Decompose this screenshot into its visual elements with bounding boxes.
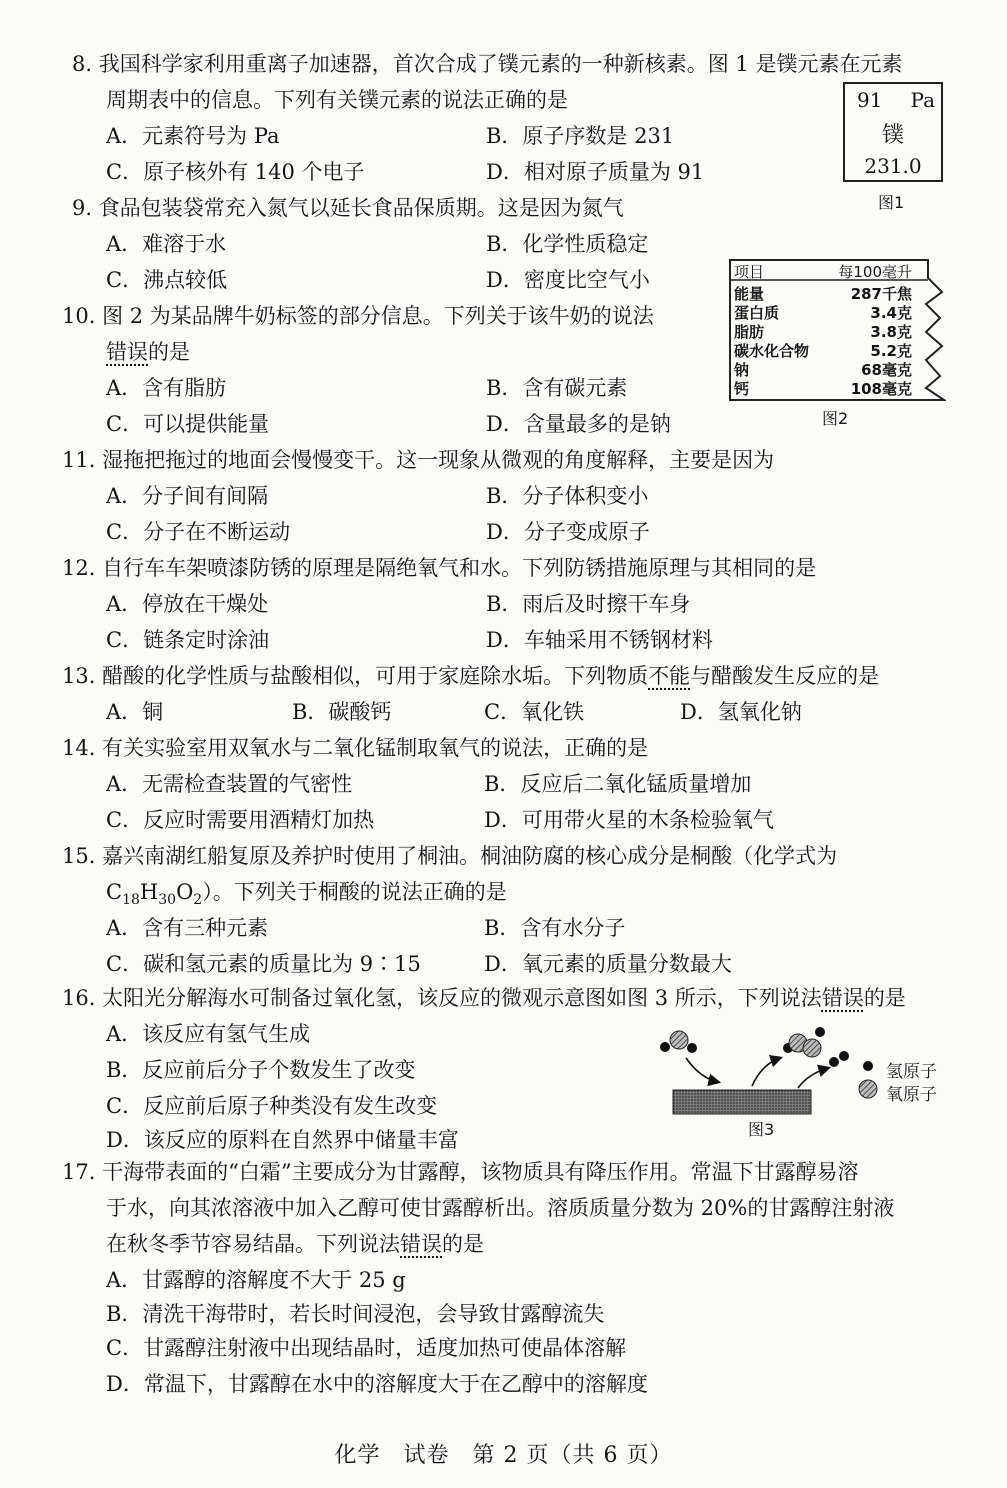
question-16-stem bbox=[62, 982, 906, 1012]
option-16c: C．反应前后原子种类没有发生改变 bbox=[106, 1094, 438, 1118]
label-row-value: 68毫克 bbox=[861, 361, 912, 379]
label-row-value: 3.4克 bbox=[870, 304, 912, 322]
option-13a: A．铜 bbox=[106, 700, 164, 724]
question-8-stem-line2: 周期表中的信息。下列有关镤元素的说法正确的是 bbox=[106, 88, 568, 112]
option-10d: D．含量最多的是钠 bbox=[486, 412, 671, 436]
option-15c: C．碳和氢元素的质量比为 9∶15 bbox=[106, 952, 421, 976]
legend-oxygen: 氧原子 bbox=[886, 1085, 937, 1105]
option-10b: B．含有碳元素 bbox=[486, 376, 628, 400]
question-number: 11. bbox=[62, 448, 96, 472]
emphasis-text: 错误 bbox=[821, 986, 864, 1010]
option-17a: A．甘露醇的溶解度不大于 25 g bbox=[106, 1268, 406, 1292]
option-16a: A．该反应有氢气生成 bbox=[106, 1022, 311, 1046]
question-14-stem bbox=[62, 732, 648, 762]
option-9b: B．化学性质稳定 bbox=[486, 232, 649, 256]
label-row-value: 5.2克 bbox=[870, 342, 912, 360]
option-12b: B．雨后及时擦干车身 bbox=[486, 592, 691, 616]
question-17-stem-line3 bbox=[106, 1228, 484, 1258]
option-8c: C．原子核外有 140 个电子 bbox=[106, 160, 365, 184]
label-row bbox=[734, 340, 920, 361]
question-13-stem bbox=[62, 660, 879, 690]
label-row-name: 蛋白质 bbox=[734, 304, 780, 322]
question-text: 的是 bbox=[148, 340, 190, 364]
question-number: 17. bbox=[62, 1160, 96, 1184]
label-header-unit: 每100毫升 bbox=[838, 263, 912, 281]
question-text: 自行车车架喷漆防锈的原理是隔绝氧气和水。下列防锈措施原理与其相同的是 bbox=[102, 556, 817, 580]
question-text: 图 2 为某品牌牛奶标签的部分信息。下列关于该牛奶的说法 bbox=[102, 304, 654, 328]
option-16b: B．反应前后分子个数发生了改变 bbox=[106, 1058, 416, 1082]
question-10-stem-line2 bbox=[106, 336, 190, 366]
hydrogen-atom-legend-icon bbox=[863, 1061, 873, 1071]
question-text: 醋酸的化学性质与盐酸相似，可用于家庭除水垢。下列物质 bbox=[102, 664, 649, 688]
question-text: 我国科学家利用重离子加速器，首次合成了镤元素的一种新核素。图 1 是镤元素在元素 bbox=[98, 52, 903, 76]
label-row-name: 碳水化合物 bbox=[734, 342, 810, 360]
label-row bbox=[734, 359, 920, 380]
question-number: 15. bbox=[62, 844, 96, 868]
question-text: 干海带表面的“白霜”主要成分为甘露醇，该物质具有降压作用。常温下甘露醇易溶 bbox=[102, 1160, 859, 1184]
option-9c: C．沸点较低 bbox=[106, 268, 228, 292]
option-11d: D．分子变成原子 bbox=[486, 520, 650, 544]
hydrogen-molecule bbox=[829, 1051, 849, 1067]
question-text: 在秋冬季节容易结晶。下列说法 bbox=[106, 1232, 400, 1256]
label-row bbox=[734, 302, 920, 323]
option-10c: C．可以提供能量 bbox=[106, 412, 270, 436]
label-row bbox=[734, 321, 920, 342]
figure-3-caption: 图3 bbox=[748, 1120, 775, 1139]
formula-element: O bbox=[176, 880, 194, 904]
atomic-number: 91 bbox=[857, 88, 883, 112]
question-text: ）。下列关于桐酸的说法正确的是 bbox=[202, 880, 507, 904]
option-13b: B．碳酸钙 bbox=[292, 700, 392, 724]
question-15-stem-line2 bbox=[106, 876, 507, 908]
water-molecule bbox=[660, 1031, 697, 1053]
emphasis-text: 错误 bbox=[400, 1232, 442, 1256]
label-row bbox=[734, 283, 920, 304]
option-10a: A．含有脂肪 bbox=[106, 376, 227, 400]
formula-subscript: 18 bbox=[122, 892, 140, 909]
option-15d: D．氧元素的质量分数最大 bbox=[484, 952, 732, 976]
question-12-stem bbox=[62, 552, 816, 582]
reaction-arrow bbox=[686, 1058, 718, 1082]
label-row bbox=[734, 378, 920, 399]
catalyst-surface bbox=[673, 1090, 811, 1114]
legend-hydrogen: 氢原子 bbox=[886, 1062, 937, 1082]
question-text: 嘉兴南湖红船复原及养护时使用了桐油。桐油防腐的核心成分是桐酸（化学式为 bbox=[102, 844, 838, 868]
question-number: 9. bbox=[72, 196, 93, 220]
formula-subscript: 30 bbox=[158, 892, 177, 909]
option-17b: B．清洗干海带时，若长时间浸泡，会导致甘露醇流失 bbox=[106, 1302, 605, 1326]
reaction-arrow bbox=[798, 1068, 828, 1088]
question-number: 12. bbox=[62, 556, 96, 580]
question-number: 10. bbox=[62, 304, 96, 328]
label-row-name: 钙 bbox=[734, 380, 750, 398]
label-header-item: 项目 bbox=[734, 263, 765, 281]
option-14b: B．反应后二氧化锰质量增加 bbox=[484, 772, 752, 796]
option-17c: C．甘露醇注射液中出现结晶时，适度加热可使晶体溶解 bbox=[106, 1336, 627, 1360]
formula-subscript: 2 bbox=[193, 892, 203, 909]
option-13d: D．氢氧化钠 bbox=[680, 700, 802, 724]
option-8a: A．元素符号为 Pa bbox=[106, 124, 280, 148]
option-15b: B．含有水分子 bbox=[484, 916, 626, 940]
periodic-table-cell bbox=[843, 82, 943, 182]
emphasis-text: 错误 bbox=[106, 340, 148, 364]
option-13c: C．氧化铁 bbox=[484, 700, 585, 724]
label-header bbox=[734, 261, 920, 282]
option-14c: C．反应时需要用酒精灯加热 bbox=[106, 808, 375, 832]
hydrogen-peroxide-molecule bbox=[783, 1027, 825, 1057]
emphasis-text: 不能 bbox=[648, 664, 691, 688]
option-11c: C．分子在不断运动 bbox=[106, 520, 291, 544]
question-17-stem-line2: 于水，向其浓溶液中加入乙醇可使甘露醇析出。溶质质量分数为 20%的甘露醇注射液 bbox=[106, 1196, 895, 1220]
formula-element: C bbox=[106, 880, 123, 904]
question-number: 14. bbox=[62, 736, 96, 760]
option-9a: A．难溶于水 bbox=[106, 232, 227, 256]
oxygen-atom-legend-icon bbox=[859, 1080, 877, 1098]
question-number: 16. bbox=[62, 986, 96, 1010]
question-9-stem bbox=[72, 192, 624, 222]
element-name: 镤 bbox=[881, 123, 904, 148]
question-11-stem bbox=[62, 444, 774, 474]
atomic-mass: 231.0 bbox=[864, 154, 922, 178]
option-11a: A．分子间有间隔 bbox=[106, 484, 269, 508]
question-text: 湿拖把拖过的地面会慢慢变干。这一现象从微观的角度解释，主要是因为 bbox=[102, 448, 775, 472]
question-text: 食品包装袋常充入氮气以延长食品保质期。这是因为氮气 bbox=[98, 196, 624, 220]
label-row-value: 108毫克 bbox=[850, 380, 912, 398]
formula-element: H bbox=[139, 880, 159, 904]
option-9d: D．密度比空气小 bbox=[486, 268, 650, 292]
option-12c: C．链条定时涂油 bbox=[106, 628, 270, 652]
question-10-stem bbox=[62, 300, 654, 330]
question-text: 与醋酸发生反应的是 bbox=[690, 664, 880, 688]
figure-1-caption: 图1 bbox=[878, 193, 905, 212]
option-8b: B．原子序数是 231 bbox=[486, 124, 675, 148]
option-12a: A．停放在干燥处 bbox=[106, 592, 269, 616]
question-text: 的是 bbox=[442, 1232, 484, 1256]
label-row-value: 287千焦 bbox=[850, 285, 912, 303]
question-number: 8. bbox=[72, 52, 93, 76]
element-symbol: Pa bbox=[910, 88, 935, 112]
reaction-arrow bbox=[752, 1058, 780, 1086]
label-row-name: 钠 bbox=[734, 361, 750, 379]
option-14d: D．可用带火星的木条检验氧气 bbox=[484, 808, 774, 832]
question-text: 有关实验室用双氧水与二氧化锰制取氧气的说法，正确的是 bbox=[102, 736, 649, 760]
option-16d: D．该反应的原料在自然界中储量丰富 bbox=[106, 1128, 459, 1152]
page-footer: 化学 试卷 第 2 页（共 6 页） bbox=[334, 1443, 673, 1468]
label-row-name: 脂肪 bbox=[734, 323, 765, 341]
option-14a: A．无需检查装置的气密性 bbox=[106, 772, 353, 796]
figure-2-caption: 图2 bbox=[822, 409, 849, 428]
label-row-name: 能量 bbox=[734, 285, 765, 303]
option-15a: A．含有三种元素 bbox=[106, 916, 269, 940]
question-number: 13. bbox=[62, 664, 96, 688]
label-row-value: 3.8克 bbox=[870, 323, 912, 341]
option-11b: B．分子体积变小 bbox=[486, 484, 649, 508]
option-8d: D．相对原子质量为 91 bbox=[486, 160, 705, 184]
question-17-stem bbox=[62, 1156, 859, 1186]
question-text: 的是 bbox=[863, 986, 906, 1010]
chemical-formula bbox=[106, 880, 203, 909]
question-15-stem bbox=[62, 840, 837, 870]
option-17d: D．常温下，甘露醇在水中的溶解度大于在乙醇中的溶解度 bbox=[106, 1372, 648, 1396]
question-text: 太阳光分解海水可制备过氧化氢，该反应的微观示意图如图 3 所示，下列说法 bbox=[102, 986, 822, 1010]
milk-nutrition-label bbox=[728, 258, 946, 402]
option-12d: D．车轴采用不锈钢材料 bbox=[486, 628, 713, 652]
question-8-stem bbox=[72, 48, 902, 78]
